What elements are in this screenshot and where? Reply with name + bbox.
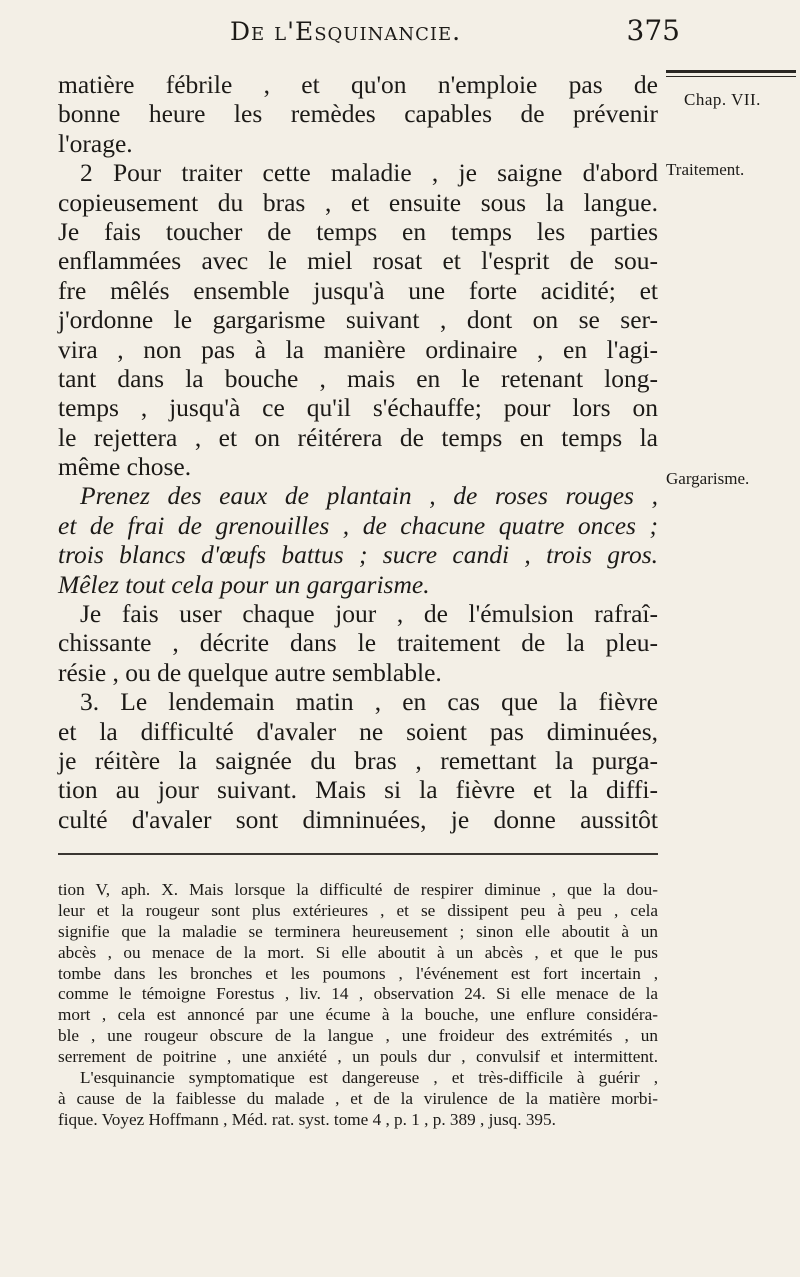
margin-chapter-label: Chap. VII.: [684, 90, 761, 109]
footnote-line: abcès , ou menace de la mort. Si elle aboutit à un abcès , et que le pus: [58, 942, 658, 962]
body-text-line: Prenez des eaux de plantain , de roses rouges ,: [80, 481, 658, 511]
body-text-line: temps , jusqu'à ce qu'il s'échauffe; pour lors on: [58, 393, 658, 423]
body-text-line: tant dans la bouche , mais en le retenant long-: [58, 363, 658, 393]
margin-note-traitement: Traitement.: [666, 160, 745, 179]
footnote-line: tion V, aph. X. Mais lorsque la difficulté de respirer diminue , que la dou-: [58, 880, 658, 899]
chapter-rule: [666, 70, 796, 73]
body-text-line: bonne heure les remèdes capables de prévenir: [58, 99, 658, 129]
footnote-line: L'esquinancie symptomatique est dangereuse , et très-difficile à guérir ,: [80, 1068, 658, 1088]
chapter-rule-thin: [666, 76, 796, 77]
body-text-line: Je fais user chaque jour , de l'émulsion rafraî-: [80, 599, 658, 629]
footnote-line: mort , cela est annoncé par une écume à la bouche, une enflure considéra-: [58, 1005, 658, 1025]
running-title: De l'Esquinancie.: [230, 17, 462, 46]
body-text-line: fre mêlés ensemble jusqu'à une forte acidité; et: [58, 275, 658, 305]
body-text-line: je réitère la saignée du bras , remettant la purga-: [58, 745, 658, 775]
footnote-line: ble , une rougeur obscure de la langue , une froideur des extrémités , un: [58, 1026, 658, 1046]
body-text-line: chissante , décrite dans le traitement de la pleu-: [58, 628, 658, 658]
body-text-line: Mêlez tout cela pour un gargarisme.: [58, 569, 430, 599]
footnote-block: [58, 880, 658, 1131]
body-text-line: vira , non pas à la manière ordinaire , en l'agi-: [58, 334, 658, 364]
body-text-line: copieusement du bras , et ensuite sous la langue.: [58, 187, 658, 217]
body-text-line: Je fais toucher de temps en temps les parties: [58, 216, 658, 246]
body-text-line: tion au jour suivant. Mais si la fièvre et la diffi-: [58, 775, 658, 805]
body-text-line: matière fébrile , et qu'on n'emploie pas de: [58, 70, 658, 99]
main-text-column: [58, 70, 658, 834]
footnote-line: à cause de la faiblesse du malade , et de la virulence de la matière morbi-: [58, 1088, 658, 1108]
body-text-line: trois blancs d'œufs battus ; sucre candi , trois gros.: [58, 540, 658, 570]
body-text-line: et de frai de grenouilles , de chacune quatre onces ;: [58, 510, 658, 540]
body-text-line: culté d'avaler sont dimninuées, je donne aussitôt: [58, 804, 658, 834]
body-text-line: résie , ou de quelque autre semblable.: [58, 657, 442, 687]
body-text-line: j'ordonne le gargarisme suivant , dont on se ser-: [58, 305, 658, 335]
running-head: [150, 14, 690, 47]
body-text-line: 3. Le lendemain matin , en cas que la fièvre: [80, 687, 658, 717]
footnote-line: tombe dans les bronches et les poumons , l'événement est fort incertain ,: [58, 963, 658, 983]
body-text-line: le rejettera , et on réitérera de temps en temps la: [58, 422, 658, 452]
footnote-line: comme le témoigne Forestus , liv. 14 , observation 24. Si elle menace de la: [58, 984, 658, 1004]
body-text-line: même chose.: [58, 452, 192, 482]
footnote-line: signifie que la maladie se terminera heureusement ; sinon elle aboutit à un: [58, 921, 658, 941]
body-text-line: enflammées avec le miel rosat et l'esprit de sou-: [58, 246, 658, 276]
body-text-line: l'orage.: [58, 128, 133, 158]
page-number: 375: [626, 14, 680, 47]
margin-note-gargarisme: Gargarisme.: [666, 469, 750, 488]
footnote-line: serrement de poitrine , une anxiété , un pouls dur , convulsif et intermittent.: [58, 1047, 658, 1067]
footnote-line: fique. Voyez Hoffmann , Méd. rat. syst. tome 4 , p. 1 , p. 389 , jusq. 395.: [58, 1109, 556, 1129]
body-text-line: 2 Pour traiter cette maladie , je saigne d'abord: [80, 158, 658, 188]
footnote-line: leur et la rougeur sont plus extérieures , et se dissipent peu à peu , cela: [58, 900, 658, 920]
footnote-separator: [58, 853, 658, 855]
body-text-line: et la difficulté d'avaler ne soient pas diminuées,: [58, 716, 658, 746]
